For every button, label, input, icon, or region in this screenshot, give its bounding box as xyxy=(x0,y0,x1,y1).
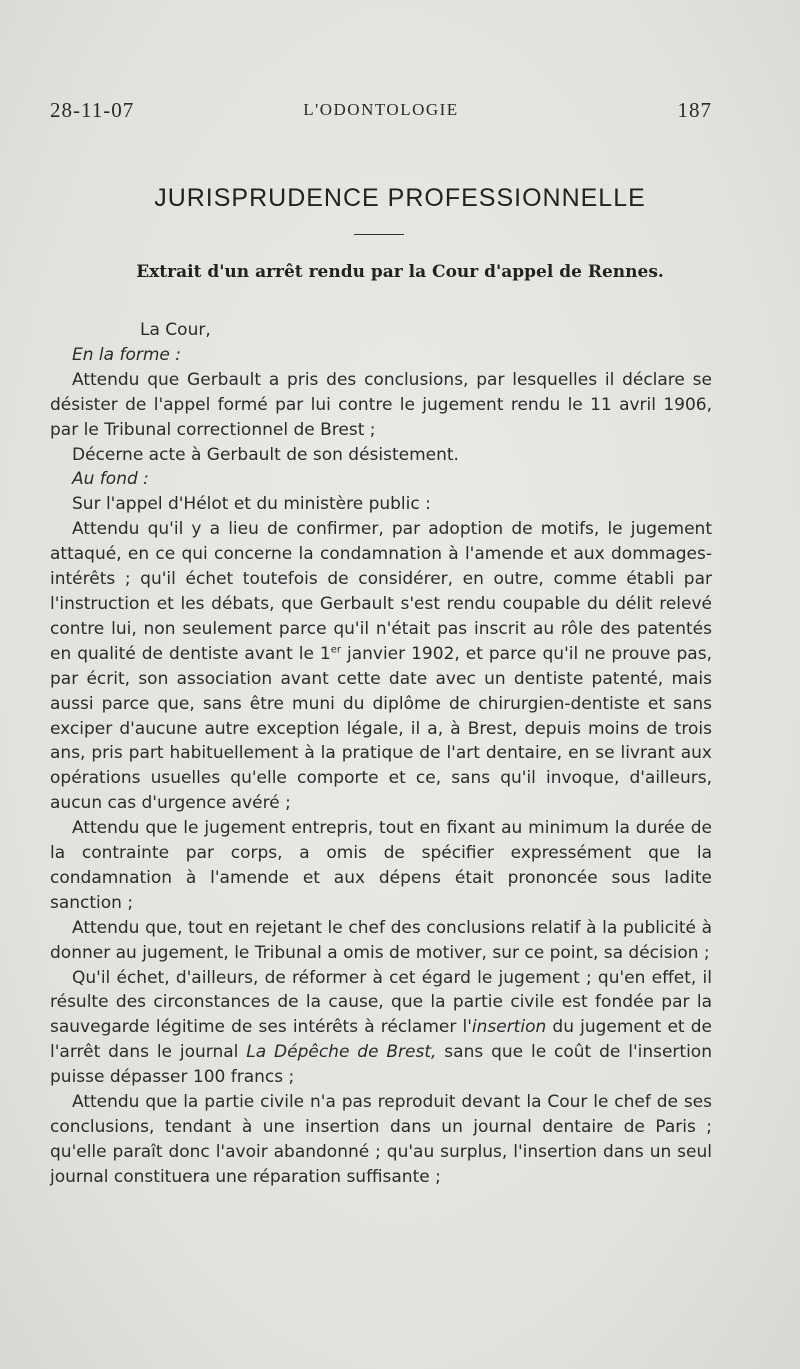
journal-name: L'ODONTOLOGIE xyxy=(303,100,459,119)
paragraph xyxy=(50,966,712,1091)
running-header xyxy=(50,98,712,128)
paragraph: Attendu que, tout en rejetant le chef des conclusions relatif à la publicité à donner au jugement, le Tribunal a omis de motiver, sur ce point, sa décision ; xyxy=(50,917,712,963)
paragraph: Au fond : xyxy=(72,469,149,490)
paragraph: Attendu que le jugement entrepris, tout en fixant au minimum la durée de la contrainte par corps, a omis de spécifier expressément que la condamnation à l'amende et aux dépens était prononcée sous ladite sanction ; xyxy=(50,818,712,913)
text-run: sans que le coût de l'insertion puisse dépasser 100 francs ; xyxy=(50,1042,712,1088)
title-divider xyxy=(354,234,404,235)
issue-date: 28-11-07 xyxy=(50,98,135,122)
paragraph: Attendu que Gerbault a pris des conclusions, par lesquelles il déclare se désister de l'appel formé par lui contre le jugement rendu le 11 avril 1906, par le Tribunal correctionnel de Brest ; xyxy=(50,369,712,440)
text-run: Qu'il échet, d'ailleurs, de réformer à cet égard le jugement ; qu'en effet, il résulte des circonstances de la cause, que la partie civile est fondée par la sauvegarde légitime de ses intérêts à réclamer l' xyxy=(50,967,712,1038)
paragraph xyxy=(50,517,712,816)
paragraph: En la forme : xyxy=(72,344,181,365)
paragraph: La Cour, xyxy=(140,320,211,340)
newspaper-title: La Dépêche de Brest, xyxy=(246,1042,437,1063)
text-run: janvier 1902, et parce qu'il ne prouve pas, par écrit, son association avant cette date avec un dentiste patenté, mais aussi parce que, sans être muni du diplôme de chirurgien-dentiste et sans exciper d'aucune autre exception légale, il a, à Brest, depuis moins de trois ans, pris part habituellement à la pratique de l'art dentaire, en se livrant aux opérations usuelles qu'elle comporte et ce, sans qu'il invoque, d'ailleurs, aucun cas d'urgence avéré ; xyxy=(50,643,712,814)
article-subtitle: Extrait d'un arrêt rendu par la Cour d'appel de Rennes. xyxy=(136,262,664,282)
italic-run: insertion xyxy=(471,1017,547,1038)
paragraph: Attendu que la partie civile n'a pas reproduit devant la Cour le chef de ses conclusions, tendant à une insertion dans un journal dentaire de Paris ; qu'elle paraît donc l'avoir abandonné ; qu'au surplus, l'insertion dans un seul journal constituera une réparation suffisante ; xyxy=(50,1092,712,1187)
page-number: 187 xyxy=(677,98,712,122)
superscript: er xyxy=(330,644,341,656)
text-run: du jugement et de l'arrêt dans le journal xyxy=(50,1017,712,1063)
paragraph: Décerne acte à Gerbault de son désistement. xyxy=(72,444,459,465)
article-body xyxy=(50,318,712,1190)
paragraph: Sur l'appel d'Hélot et du ministère public : xyxy=(72,494,431,515)
text-run: Attendu qu'il y a lieu de confirmer, par adoption de motifs, le jugement attaqué, en ce qui concerne la condamnation à l'amende et aux dommages-intérêts ; qu'il échet toutefois de considérer, en outre, comme établi par l'instruction et les débats, que Gerbault s'est rendu coupable du délit relevé contre lui, non seulement parce qu'il n'était pas inscrit au rôle des patentés en qualité de dentiste avant le 1 xyxy=(50,519,712,664)
section-title: JURISPRUDENCE PROFESSIONNELLE xyxy=(154,184,646,212)
